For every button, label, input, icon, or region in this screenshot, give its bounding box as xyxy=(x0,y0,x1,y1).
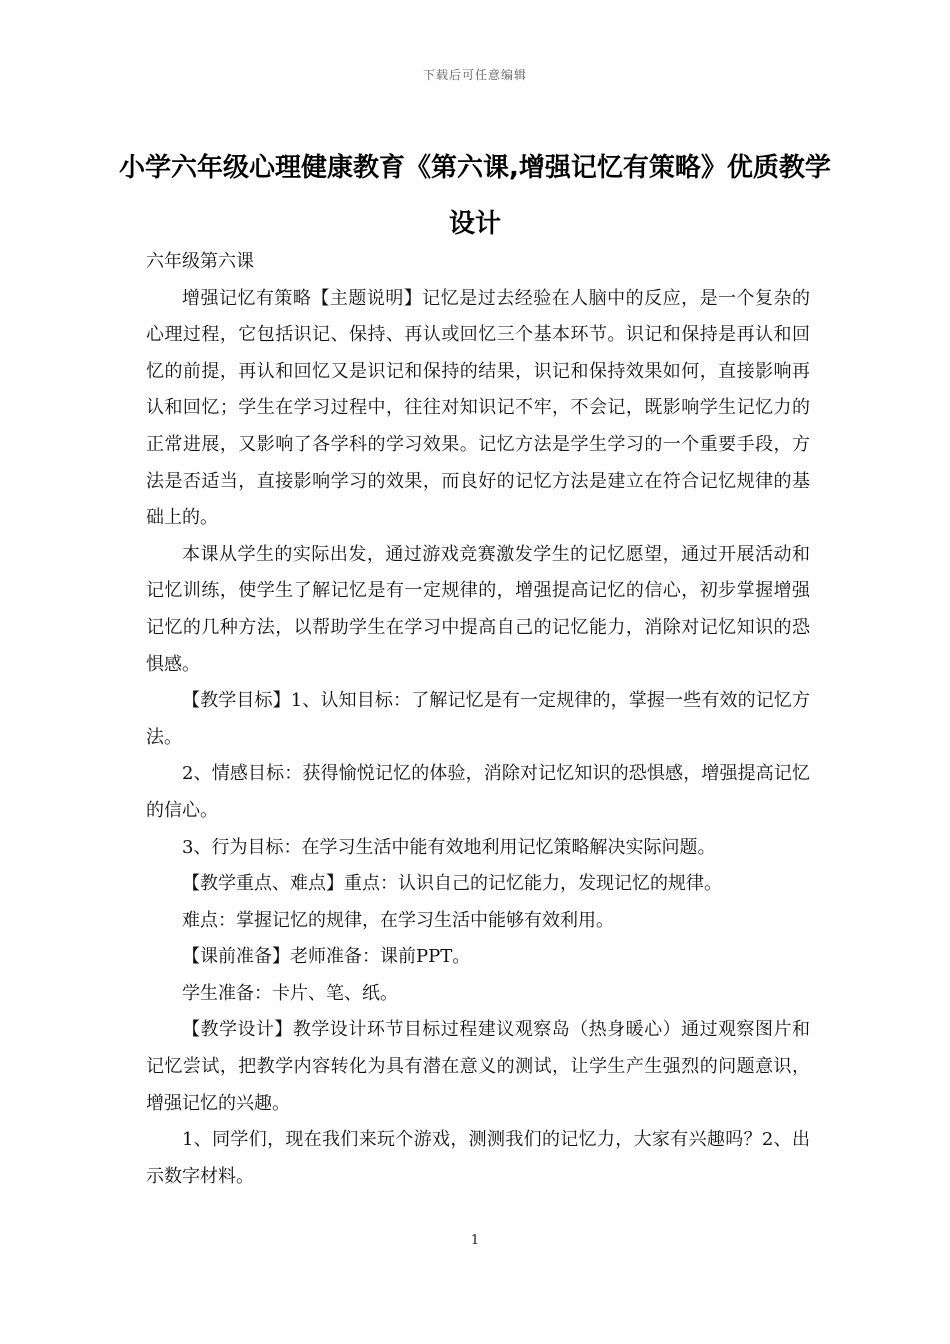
paragraph-activity-steps: 1、同学们，现在我们来玩个游戏，测测我们的记忆力，大家有兴趣吗？2、出示数字材料。 xyxy=(146,1129,810,1187)
page-header: 下载后可任意编辑 xyxy=(422,68,527,82)
paragraph-lesson-overview: 本课从学生的实际出发，通过游戏竞赛激发学生的记忆愿望，通过开展活动和记忆训练，使学生了解记忆是有一定规律的，增强提高记忆的信心，初步掌握增强记忆的几种方法，以帮助学生在学习中提高自己的记忆能力，消除对记忆知识的恐惧感。 xyxy=(146,543,810,675)
paragraph-grade-lesson: 六年级第六课 xyxy=(146,251,254,272)
paragraph-teaching-goals: 【教学目标】1、认知目标：了解记忆是有一定规律的，掌握一些有效的记忆方法。 xyxy=(146,690,810,748)
document-title: 小学六年级心理健康教育《第六课,增强记忆有策略》优质教学设计 xyxy=(119,153,831,239)
paragraph-teacher-prep: 【课前准备】老师准备：课前PPT。 xyxy=(182,946,471,968)
document-body xyxy=(146,244,810,1195)
paragraph-difficulties: 难点：掌握记忆的规律，在学习生活中能够有效利用。 xyxy=(182,909,614,931)
paragraph-teaching-design: 【教学设计】教学设计环节目标过程建议观察岛（热身暖心）通过观察图片和记忆尝试，把教学内容转化为具有潜在意义的测试，让学生产生强烈的问题意识，增强记忆的兴趣。 xyxy=(146,1019,810,1114)
paragraph-theme-description: 增强记忆有策略【主题说明】记忆是过去经验在人脑中的反应，是一个复杂的心理过程，它包括识记、保持、再认或回忆三个基本环节。识记和保持是再认和回忆的前提，再认和回忆又是识记和保持的结果，识记和保持效果如何，直接影响再认和回忆；学生在学习过程中，往往对知识记不牢，不会记，既影响学生记忆力的正常进展，又影响了各学科的学习效果。记忆方法是学生学习的一个重要手段，方法是否适当，直接影响学习的效果，而良好的记忆方法是建立在符合记忆规律的基础上的。 xyxy=(146,287,810,529)
paragraph-key-points: 【教学重点、难点】重点：认识自己的记忆能力，发现记忆的规律。 xyxy=(182,873,722,895)
paragraph-behavior-goal: 3、行为目标：在学习生活中能有效地利用记忆策略解决实际问题。 xyxy=(182,836,716,858)
page-number: 1 xyxy=(470,1233,480,1248)
paragraph-student-prep: 学生准备：卡片、笔、纸。 xyxy=(182,982,398,1004)
paragraph-emotional-goal: 2、情感目标：获得愉悦记忆的体验，消除对记忆知识的恐惧感，增强提高记忆的信心。 xyxy=(146,763,810,821)
